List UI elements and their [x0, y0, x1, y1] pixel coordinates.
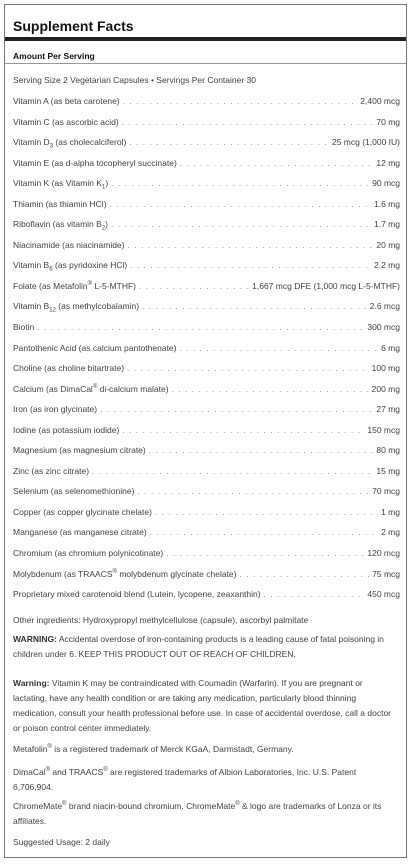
- nutrient-row: [5, 317, 406, 338]
- nutrient-name-part: Folate (as Metafolin: [13, 280, 88, 291]
- registered-mark: ®: [47, 743, 52, 750]
- registered-mark: ®: [62, 800, 67, 807]
- dot-leader: [122, 112, 374, 133]
- nutrient-list: [5, 91, 406, 605]
- nutrient-row: [5, 481, 406, 502]
- nutrient-name: Magnesium (as magnesium citrate): [13, 445, 146, 456]
- nutrient-amount: 20 mg: [376, 239, 400, 250]
- tm-chromemate-text: brand niacin-bound chromium. ChromeMate: [66, 800, 236, 811]
- tm-metafolin-text: is a registered trademark of Merck KGaA, Darmstadt, Germany.: [51, 743, 294, 754]
- subscript: 3: [49, 143, 54, 150]
- nutrient-name: Pantothenic Acid (as calcium pantothenate): [13, 342, 177, 353]
- dot-leader: [130, 255, 371, 276]
- panel-title: Supplement Facts: [13, 18, 134, 34]
- serving-info: Serving Size 2 Vegetarian Capsules • Servings Per Container 30: [13, 75, 257, 85]
- iron-warning-label: WARNING:: [13, 633, 57, 644]
- nutrient-name: Vitamin E (as d-alpha tocopheryl succinate): [13, 157, 177, 168]
- subscript: 2: [101, 225, 106, 232]
- nutrient-row: [5, 153, 406, 174]
- nutrient-name-part: Calcium (as DimaCal: [13, 383, 93, 394]
- dot-leader: [149, 440, 374, 461]
- nutrient-name: [13, 564, 237, 585]
- nutrient-amount: 27 mg: [376, 404, 400, 415]
- tm-albion-text: are registered trademarks of Albion Laboratories, Inc. U.S. Patent 6,706,904.: [13, 766, 357, 792]
- nutrient-amount: 80 mg: [376, 445, 400, 456]
- registered-mark: ®: [112, 568, 117, 575]
- nutrient-amount: 150 mcg: [367, 424, 400, 435]
- tm-traacs-name: and TRAACS: [50, 766, 104, 777]
- nutrient-amount: 1.6 mg: [374, 198, 400, 209]
- nutrient-name: [13, 276, 136, 297]
- nutrient-name: Proprietary mixed carotenoid blend (Lutein, lycopene, zeaxanthin): [13, 589, 261, 600]
- dot-leader: [264, 584, 365, 605]
- nutrient-name-part: Vitamin D: [13, 137, 50, 148]
- amount-per-serving-heading: Amount Per Serving: [13, 51, 95, 61]
- dot-leader: [128, 235, 374, 256]
- nutrient-row: [5, 214, 406, 235]
- trademark-chromemate: [5, 799, 406, 829]
- dot-leader: [180, 153, 374, 174]
- dot-leader: [111, 173, 369, 194]
- nutrient-name-part: Vitamin B: [13, 260, 50, 271]
- nutrient-name: Vitamin A (as beta carotene): [13, 96, 120, 106]
- nutrient-amount: 15 mg: [376, 465, 400, 476]
- iron-warning-text: Accidental overdose of iron-containing products is a leading cause of fatal poisoning in children under 6. KEEP THIS PRODUCT OUT OF REACH OF CHILDREN.: [13, 633, 384, 659]
- nutrient-name: Biotin: [13, 322, 35, 333]
- other-ingredients: Other ingredients: Hydroxypropyl methylcellulose (capsule), ascorbyl palmitate: [13, 614, 309, 625]
- nutrient-name: Iodine (as potassium iodide): [13, 424, 120, 435]
- subscript: 6: [49, 267, 53, 274]
- dot-leader: [240, 564, 370, 585]
- dot-leader: [122, 420, 364, 441]
- nutrient-row: [5, 338, 406, 359]
- tm-lonza-text: & logo are trademarks of Lonza or its affiliates.: [13, 800, 382, 826]
- nutrient-row: [5, 132, 406, 153]
- nutrient-name: [13, 379, 169, 400]
- nutrient-name: Copper (as copper glycinate chelate): [13, 506, 152, 517]
- dot-leader: [37, 317, 364, 338]
- vitamin-k-warning: [5, 676, 406, 736]
- nutrient-amount: 90 mcg: [372, 178, 400, 189]
- nutrient-name: Thiamin (as thiamin HCl): [13, 198, 107, 209]
- nutrient-amount: 2.2 mg: [374, 260, 400, 271]
- dot-leader: [137, 481, 369, 502]
- nutrient-amount: 120 mcg: [367, 548, 400, 559]
- dot-leader: [180, 338, 379, 359]
- nutrient-row: [5, 91, 406, 112]
- dot-leader: [127, 358, 369, 379]
- nutrient-name-part: Molybdenum (as TRAACS: [13, 568, 113, 579]
- nutrient-row: [5, 420, 406, 441]
- nutrient-name-part: ): [105, 219, 108, 230]
- nutrient-name-part: L-5-MTHF): [92, 280, 136, 291]
- tm-chromemate-name: ChromeMate: [13, 800, 63, 811]
- nutrient-name: Iron (as iron glycinate): [13, 404, 98, 415]
- nutrient-amount: 70 mg: [376, 116, 400, 127]
- dot-leader: [92, 461, 373, 482]
- nutrient-row: [5, 399, 406, 420]
- dot-leader: [110, 194, 371, 215]
- nutrient-name: [13, 296, 139, 317]
- suggested-usage: Suggested Usage: 2 daily: [13, 836, 110, 847]
- trademark-albion: [5, 765, 406, 795]
- registered-mark: ®: [235, 800, 240, 807]
- nutrient-row: [5, 522, 406, 543]
- vitamin-k-warning-text: Vitamin K may be contraindicated with Coumadin (Warfarin). If you are pregnant or lactating, have any health condition or are taking any medication, particularly blood thinning medication, consult your health professional before use. In case of accidental overdose, call a doctor or poison control center immediately.: [13, 677, 391, 733]
- tm-dimacal-name: DimaCal: [13, 766, 46, 777]
- nutrient-row: [5, 461, 406, 482]
- nutrient-row: [5, 379, 406, 400]
- nutrient-amount: 450 mcg: [367, 589, 400, 600]
- dot-leader: [123, 91, 358, 112]
- nutrient-name: Selenium (as selenomethionine): [13, 486, 135, 497]
- nutrient-amount: 25 mcg (1,000 IU): [331, 137, 400, 148]
- nutrient-amount: 75 mcg: [372, 568, 400, 579]
- nutrient-name: [13, 255, 127, 276]
- nutrient-amount: 100 mg: [371, 363, 400, 374]
- nutrient-name: Choline (as choline bitartrate): [13, 363, 125, 374]
- nutrient-row: [5, 502, 406, 523]
- nutrient-name-part: di-calcium malate): [97, 383, 169, 394]
- trademark-metafolin: [5, 742, 406, 757]
- nutrient-amount: 70 mcg: [372, 486, 400, 497]
- nutrient-name: Chromium (as chromium polynicotinate): [13, 548, 164, 559]
- dot-leader: [111, 214, 371, 235]
- registered-mark: ®: [103, 766, 108, 773]
- nutrient-name: [13, 132, 126, 153]
- nutrient-amount: 12 mg: [376, 157, 400, 168]
- nutrient-amount: 6 mg: [381, 342, 400, 353]
- nutrient-name-part: Vitamin K (as Vitamin K: [13, 178, 102, 189]
- nutrient-name: Manganese (as manganese citrate): [13, 527, 147, 538]
- nutrient-row: [5, 112, 406, 133]
- tm-metafolin-name: Metafolin: [13, 743, 48, 754]
- dot-leader: [166, 543, 364, 564]
- nutrient-row: [5, 584, 406, 605]
- dot-leader: [172, 379, 369, 400]
- nutrient-name: [13, 173, 108, 194]
- nutrient-name: Vitamin C (as ascorbic acid): [13, 116, 119, 127]
- registered-mark: ®: [92, 383, 98, 390]
- dot-leader: [100, 399, 373, 420]
- nutrient-amount: 2 mg: [381, 527, 400, 538]
- nutrient-amount: 2.6 mcg: [369, 301, 400, 312]
- nutrient-row: [5, 564, 406, 585]
- nutrient-row: [5, 440, 406, 461]
- nutrient-name-part: Vitamin B: [13, 301, 50, 312]
- nutrient-amount: 200 mg: [371, 383, 400, 394]
- supplement-facts-panel: [4, 4, 407, 858]
- nutrient-name-part: (as cholecalciferol): [53, 137, 127, 148]
- vitamin-k-warning-label: Warning:: [13, 677, 50, 688]
- subscript: 12: [49, 308, 56, 315]
- nutrient-row: [5, 235, 406, 256]
- nutrient-amount: 1 mg: [381, 506, 400, 517]
- iron-warning: [5, 632, 406, 662]
- nutrient-name-part: ): [105, 178, 109, 189]
- nutrient-name-part: (as pyridoxine HCl): [52, 260, 128, 271]
- nutrient-row: [5, 543, 406, 564]
- nutrient-row: [5, 296, 406, 317]
- nutrient-name: [13, 214, 108, 235]
- nutrient-row: [5, 255, 406, 276]
- nutrient-name-part: Riboflavin (as vitamin B: [13, 219, 102, 230]
- dot-leader: [142, 296, 367, 317]
- dot-leader: [155, 502, 378, 523]
- nutrient-row: [5, 276, 406, 297]
- nutrient-amount: 2,400 mcg: [360, 96, 400, 106]
- registered-mark: ®: [45, 766, 51, 773]
- nutrient-amount: 300 mcg: [367, 322, 400, 333]
- dot-leader: [150, 522, 378, 543]
- nutrient-name: Niacinamide (as niacinamide): [13, 239, 125, 250]
- nutrient-amount: 1.7 mg: [374, 219, 400, 230]
- nutrient-name-part: (as methylcobalamin): [55, 301, 140, 312]
- nutrient-row: [5, 358, 406, 379]
- dot-leader: [139, 276, 249, 297]
- nutrient-name-part: molybdenum glycinate chelate): [116, 568, 237, 579]
- nutrient-amount: 1,667 mcg DFE (1,000 mcg L-5-MTHF): [252, 280, 400, 291]
- dot-leader: [129, 132, 329, 153]
- nutrient-row: [5, 194, 406, 215]
- nutrient-name: Zinc (as zinc citrate): [13, 465, 90, 476]
- registered-mark: ®: [87, 281, 93, 288]
- nutrient-row: [5, 173, 406, 194]
- subscript: 1: [101, 184, 106, 191]
